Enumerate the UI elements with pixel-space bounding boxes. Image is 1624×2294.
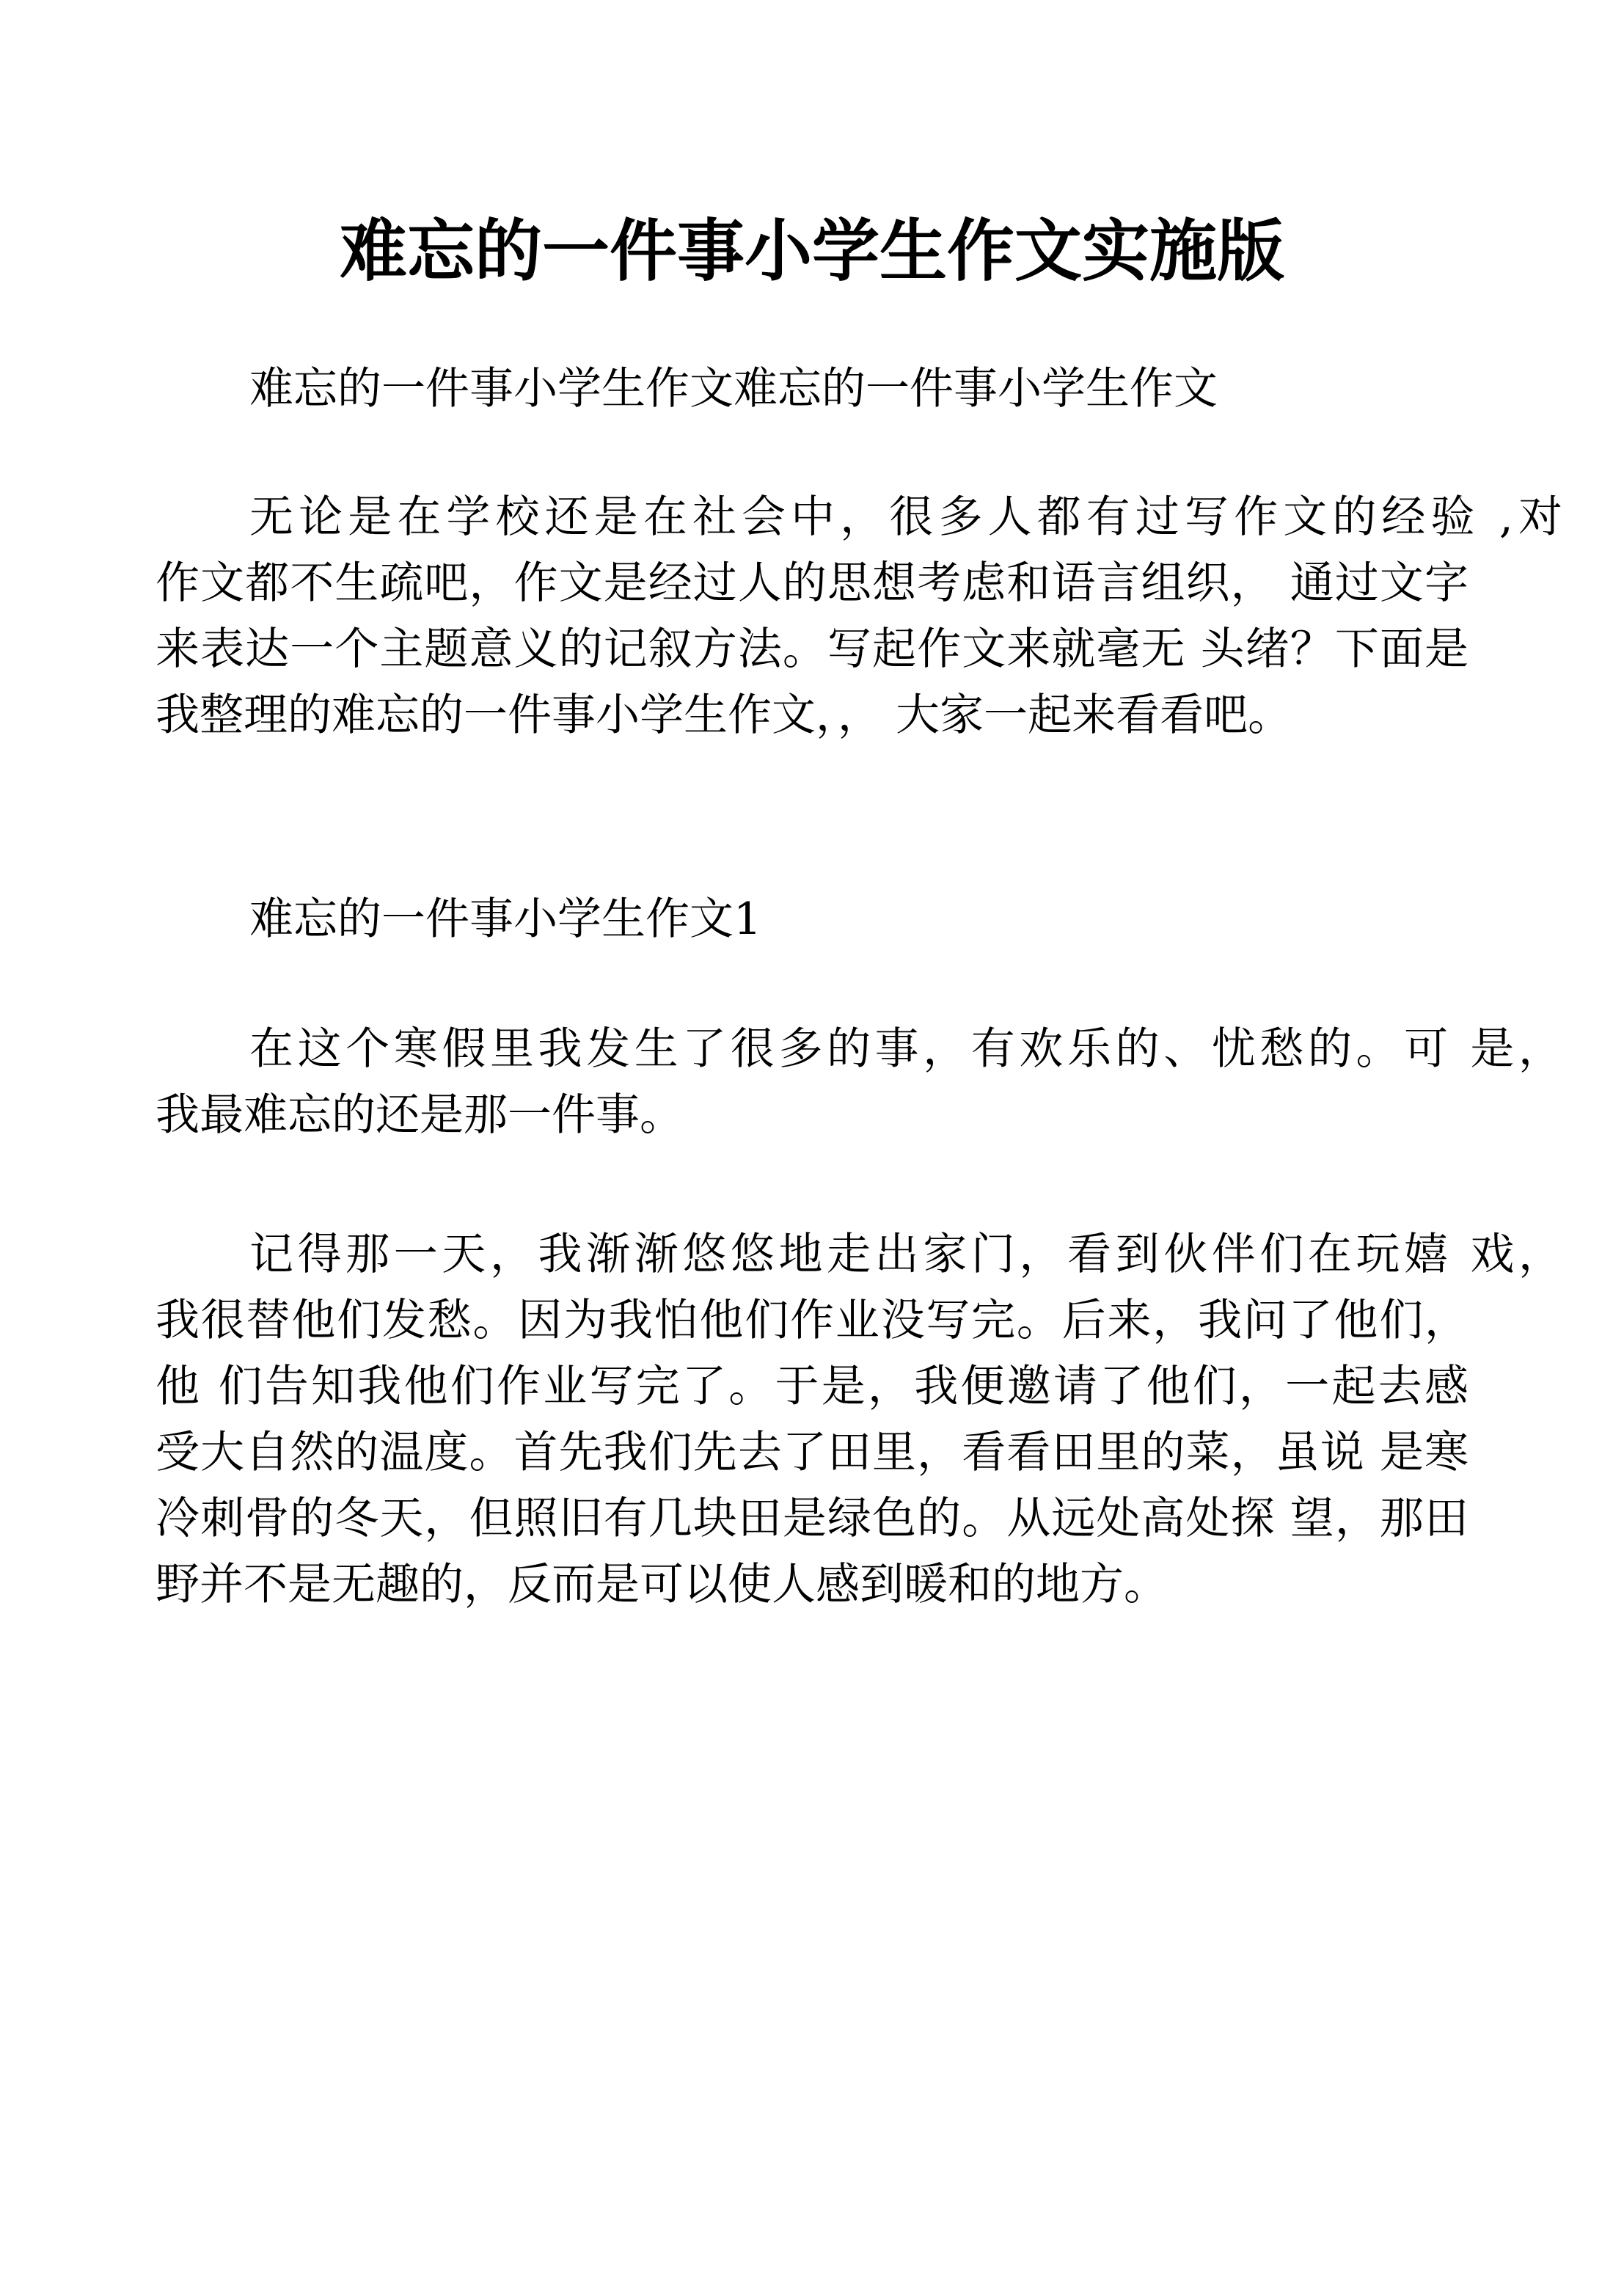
text-line: 难忘的一件事小学生作文难忘的一件事小学生作文: [249, 363, 1218, 414]
text-line: 野并不是无趣的，反而是可以使人感到暖和的地方。: [156, 1559, 1168, 1610]
text-line: 受大自然的温度。首先我们先去了田里，看看田里的菜，虽说 是寒: [156, 1427, 1468, 1478]
text-line: 作文都不生疏吧，作文是经过人的思想考虑和语言组织， 通过文字: [156, 558, 1468, 609]
paragraph-5: [156, 1221, 1562, 1618]
text-line: 冷刺骨的冬天，但照旧有几块田是绿色的。从远处高处探 望，那田: [156, 1493, 1468, 1544]
text-line: 记得那一天，我渐渐悠悠地走出家门，看到伙伴们在玩嬉 戏，: [249, 1229, 1562, 1280]
paragraph-3: [156, 886, 761, 952]
text-line: 我整理的难忘的一件事小学生作文，， 大家一起来看看吧。: [156, 690, 1292, 741]
paragraph-1: [156, 356, 1218, 422]
text-line: 来表达一个主题意义的记叙方法。写起作文来就毫无 头绪？下面是: [156, 624, 1468, 675]
paragraph-4: [156, 1016, 1562, 1148]
text-line: 我最难忘的还是那一件事。: [156, 1089, 684, 1141]
text-line: 难忘的一件事小学生作文1: [249, 894, 762, 945]
text-line: 无论是在学校还是在社会中，很多人都有过写作文的经验 ,对: [249, 492, 1562, 543]
paragraph-2: [156, 484, 1562, 748]
text-line: 在这个寒假里我发生了很多的事，有欢乐的、忧愁的。可 是，: [249, 1023, 1562, 1075]
text-line: 他 们告知我他们作业写完了。于是，我便邀请了他们，一起去感: [156, 1361, 1468, 1412]
text-line: 我很替他们发愁。因为我怕他们作业没写完。后来，我问了他们，: [156, 1295, 1468, 1346]
document-title: 难忘的一件事小学生作文实施版: [339, 212, 1284, 291]
